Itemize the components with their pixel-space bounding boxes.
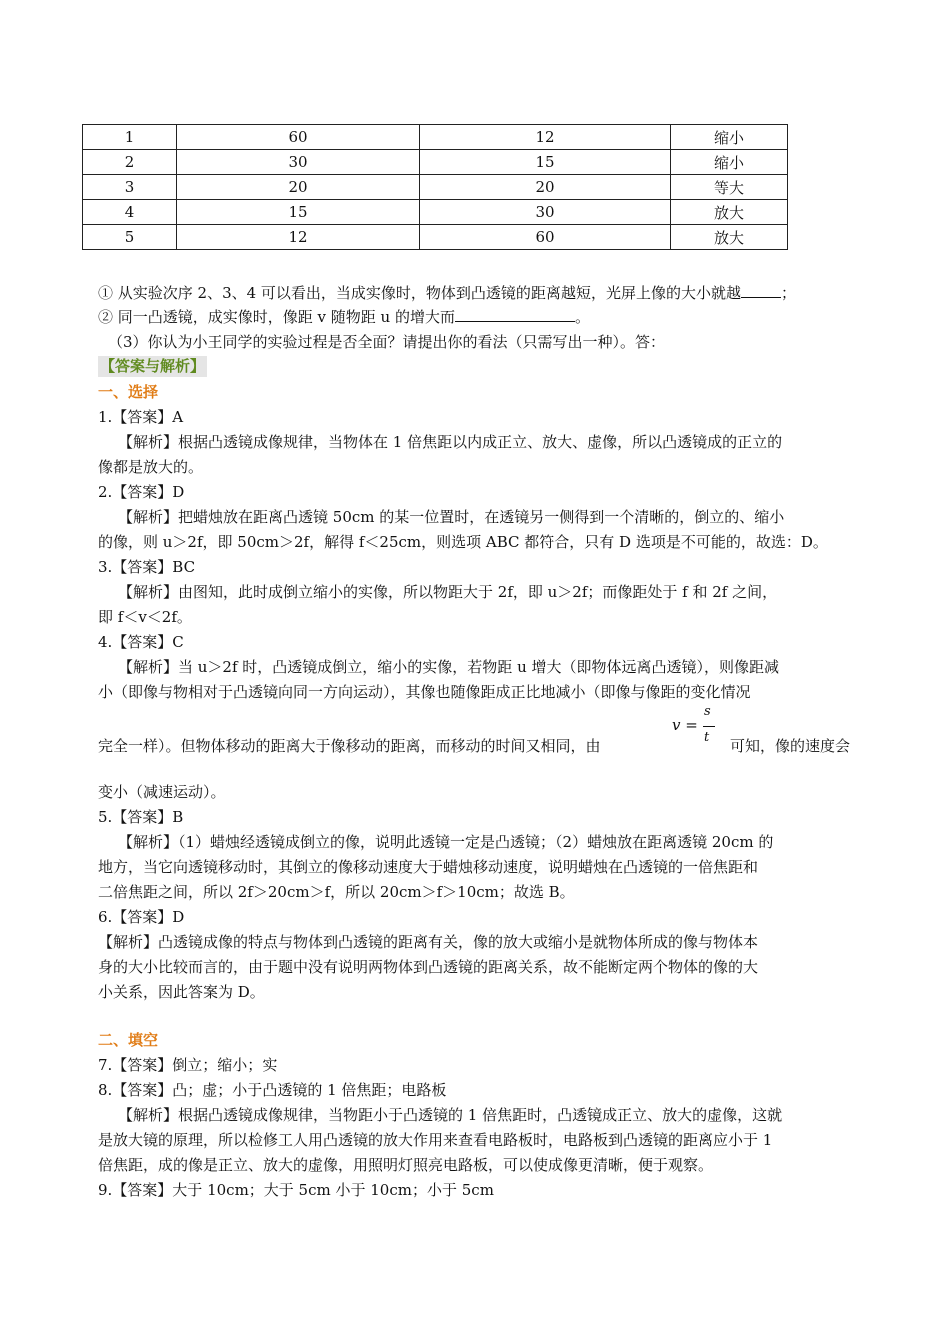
table-cell: 60 bbox=[177, 125, 420, 150]
explanation-4-line-3b: 可知，像的速度会 bbox=[730, 737, 851, 755]
explanation-6-line-1: 【解析】凸透镜成像的特点与物体到凸透镜的距离有关，像的放大或缩小是就物体所成的像与物体本 bbox=[98, 933, 759, 951]
table-cell: 4 bbox=[83, 200, 177, 225]
explanation-4-line-1: 【解析】当 u＞2f 时，凸透镜成倒立，缩小的实像，若物距 u 增大（即物体远离凸透镜），则像距减 bbox=[118, 658, 779, 676]
question-1 bbox=[98, 282, 796, 304]
explanation-5-line-1: 【解析】（1）蜡烛经透镜成倒立的像，说明此透镜一定是凸透镜；（2）蜡烛放在距离透镜 20cm 的 bbox=[118, 833, 774, 851]
answer-2: 2.【答案】D bbox=[98, 483, 185, 501]
table-cell: 放大 bbox=[671, 225, 788, 250]
formula-numerator: s bbox=[704, 704, 711, 719]
table-cell: 15 bbox=[177, 200, 420, 225]
answer-1: 1.【答案】A bbox=[98, 408, 184, 426]
explanation-1-line-1: 【解析】根据凸透镜成像规律，当物体在 1 倍焦距以内成正立、放大、虚像，所以凸透镜成的正立的 bbox=[118, 433, 783, 451]
explanation-1-line-2: 像都是放大的。 bbox=[98, 458, 204, 476]
answer-9: 9.【答案】大于 10cm；大于 5cm 小于 10cm；小于 5cm bbox=[98, 1181, 494, 1199]
table-cell: 20 bbox=[177, 175, 420, 200]
answer-5: 5.【答案】B bbox=[98, 808, 184, 826]
explanation-5-line-3: 二倍焦距之间，所以 2f＞20cm＞f，所以 20cm＞f＞10cm；故选 B。 bbox=[98, 883, 575, 901]
table-cell: 2 bbox=[83, 150, 177, 175]
question-1-end: ； bbox=[780, 284, 796, 302]
answer-4: 4.【答案】C bbox=[98, 633, 184, 651]
table-cell: 等大 bbox=[671, 175, 788, 200]
explanation-2-line-2: 的像，则 u＞2f，即 50cm＞2f，解得 f＜25cm，则选项 ABC 都符合，只有 D 选项是不可能的，故选：D。 bbox=[98, 533, 828, 551]
explanation-3-line-2: 即 f＜v＜2f。 bbox=[98, 608, 192, 626]
explanation-4-line-4: 变小（减速运动）。 bbox=[98, 783, 226, 801]
answer-3: 3.【答案】BC bbox=[98, 558, 196, 576]
explanation-3-line-1: 【解析】由图知，此时成倒立缩小的实像，所以物距大于 2f，即 u＞2f；而像距处于 f 和 2f 之间， bbox=[118, 583, 778, 601]
answer-blank bbox=[741, 282, 781, 298]
formula-denominator: t bbox=[704, 730, 710, 745]
table-cell: 5 bbox=[83, 225, 177, 250]
table-cell: 1 bbox=[83, 125, 177, 150]
table-cell: 放大 bbox=[671, 200, 788, 225]
section-fill-title: 二、填空 bbox=[98, 1031, 159, 1049]
answer-8: 8.【答案】凸；虚；小于凸透镜的 1 倍焦距；电路板 bbox=[98, 1081, 447, 1099]
question-2-end: 。 bbox=[574, 308, 590, 326]
answer-blank bbox=[455, 306, 575, 322]
fraction-bar bbox=[703, 726, 715, 727]
question-3: （3）你认为小王同学的实验过程是否全面？请提出你的看法（只需写出一种）。答： bbox=[108, 333, 666, 351]
table-cell: 20 bbox=[420, 175, 671, 200]
formula-v: v = bbox=[672, 716, 698, 734]
answer-7: 7.【答案】倒立；缩小；实 bbox=[98, 1056, 278, 1074]
explanation-2-line-1: 【解析】把蜡烛放在距离凸透镜 50cm 的某一位置时，在透镜另一侧得到一个清晰的，倒立的、缩小 bbox=[118, 508, 785, 526]
table-row bbox=[83, 125, 788, 150]
explanation-8-line-1: 【解析】根据凸透镜成像规律，当物距小于凸透镜的 1 倍焦距时，凸透镜成正立、放大的虚像，这就 bbox=[118, 1106, 783, 1124]
table-cell: 缩小 bbox=[671, 125, 788, 150]
table-row bbox=[83, 175, 788, 200]
table-cell: 3 bbox=[83, 175, 177, 200]
table-row bbox=[83, 225, 788, 250]
table-cell: 缩小 bbox=[671, 150, 788, 175]
question-2 bbox=[98, 306, 590, 328]
table-cell: 60 bbox=[420, 225, 671, 250]
answer-6: 6.【答案】D bbox=[98, 908, 185, 926]
section-choice-title: 一、选择 bbox=[98, 383, 159, 401]
table-cell: 12 bbox=[177, 225, 420, 250]
table-cell: 30 bbox=[177, 150, 420, 175]
table-row bbox=[83, 200, 788, 225]
explanation-8-line-3: 倍焦距，成的像是正立、放大的虚像，用照明灯照亮电路板，可以使成像更清晰，便于观察。 bbox=[98, 1156, 714, 1174]
answer-banner: 【答案与解析】 bbox=[100, 357, 206, 375]
explanation-5-line-2: 地方，当它向透镜移动时，其倒立的像移动速度大于蜡烛移动速度，说明蜡烛在凸透镜的一倍焦距和 bbox=[98, 858, 759, 876]
table-cell: 15 bbox=[420, 150, 671, 175]
explanation-4-line-2: 小（即像与物相对于凸透镜向同一方向运动），其像也随像距成正比地减小（即像与像距的变化情况 bbox=[98, 683, 751, 701]
explanation-8-line-2: 是放大镜的原理，所以检修工人用凸透镜的放大作用来查看电路板时，电路板到凸透镜的距离应小于 1 bbox=[98, 1131, 773, 1149]
explanation-6-line-3: 小关系，因此答案为 D。 bbox=[98, 983, 265, 1001]
explanation-4-line-3a: 完全一样）。但物体移动的距离大于像移动的距离，而移动的时间又相同，由 bbox=[98, 737, 601, 755]
table-row bbox=[83, 150, 788, 175]
explanation-6-line-2: 身的大小比较而言的，由于题中没有说明两物体到凸透镜的距离关系，故不能断定两个物体的像的大 bbox=[98, 958, 759, 976]
experiment-table bbox=[82, 124, 788, 250]
velocity-formula bbox=[672, 706, 720, 750]
question-2-text: ② 同一凸透镜，成实像时，像距 v 随物距 u 的增大而 bbox=[98, 308, 455, 326]
table-cell: 30 bbox=[420, 200, 671, 225]
question-1-text: ① 从实验次序 2、3、4 可以看出，当成实像时，物体到凸透镜的距离越短，光屏上像的大小就越 bbox=[98, 284, 741, 302]
table-cell: 12 bbox=[420, 125, 671, 150]
